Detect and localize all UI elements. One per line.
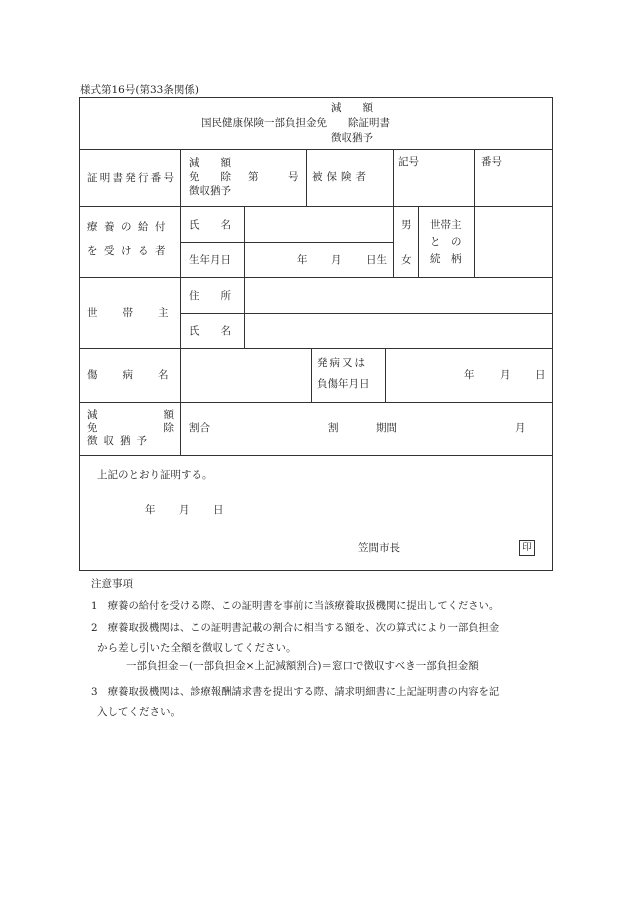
column-divider <box>306 149 307 206</box>
row-divider <box>79 402 552 403</box>
column-divider <box>244 206 245 277</box>
bango-label: 番号 <box>481 156 502 168</box>
note-item-3-line1: 3 療養取扱機関は、診療報酬請求書を提出する際、請求明細書に上記証明書の内容を記 <box>91 686 500 698</box>
notes-heading: 注意事項 <box>91 578 133 590</box>
number-suffix: 号 <box>288 171 299 183</box>
sex-male-option: 男 <box>401 219 412 231</box>
dob-year-unit: 年 <box>297 254 308 266</box>
dob-label: 生年月日 <box>189 254 231 266</box>
seal-mark: 印 <box>519 540 535 556</box>
relationship-label-line2: と の <box>430 236 462 248</box>
dob-day-unit: 日生 <box>366 254 387 266</box>
measure-type-exemption: 免 除 <box>87 422 174 434</box>
note-formula: 一部負担金－(一部負担金×上記減額割合)＝窓口で徴収すべき一部負担金額 <box>126 660 479 672</box>
relationship-label-line3: 続 柄 <box>430 253 462 265</box>
column-divider <box>385 348 386 402</box>
note-item-1: 1 療養の給付を受ける際、この証明書を事前に当該療養取扱機関に提出してください。 <box>91 600 500 612</box>
onset-label-line1: 発病又は <box>317 357 367 369</box>
column-divider <box>311 348 312 402</box>
row-divider <box>79 348 552 349</box>
row-divider <box>180 313 552 314</box>
note-item-3-line2: 入してください。 <box>97 706 181 718</box>
row-divider <box>79 149 552 150</box>
form-id: 様式第16号(第33条関係) <box>80 84 199 96</box>
recipient-label-line2: を受ける者 <box>87 245 172 257</box>
householder-address-label: 住 所 <box>189 290 231 302</box>
onset-day-unit: 日 <box>535 369 546 381</box>
cert-month-unit: 月 <box>179 504 190 516</box>
type-option-deferral: 徴収猶予 <box>189 185 231 197</box>
householder-name-label: 氏 名 <box>189 325 231 337</box>
recipient-name-label: 氏 名 <box>189 219 231 231</box>
cert-day-unit: 日 <box>213 504 224 516</box>
measure-type-deferral: 徴収猶予 <box>87 435 153 447</box>
kigo-label: 記号 <box>398 156 419 168</box>
column-divider <box>474 149 475 277</box>
title-option-deferral: 徴収猶予 <box>331 132 373 144</box>
period-label: 期間 <box>376 422 397 434</box>
measure-type-reduction: 減 額 <box>87 409 174 421</box>
title-option-reduction: 減 額 <box>331 102 373 114</box>
onset-month-unit: 月 <box>500 369 511 381</box>
type-option-reduction: 減 額 <box>189 157 231 169</box>
period-month-unit: 月 <box>515 422 526 434</box>
onset-label-line2: 負傷年月日 <box>317 378 370 390</box>
ratio-unit: 割 <box>328 422 339 434</box>
row-divider <box>79 277 552 278</box>
note-item-2-line1: 2 療養取扱機関は、この証明書記載の割合に相当する額を、次の算式により一部負担金 <box>91 622 500 634</box>
mayor-title: 笠間市長 <box>358 542 400 554</box>
householder-label: 世帯主 <box>87 307 194 319</box>
certification-statement: 上記のとおり証明する。 <box>97 469 213 481</box>
dob-month-unit: 月 <box>331 254 342 266</box>
type-option-exemption: 免 除 <box>189 171 231 183</box>
note-item-2-line2: から差し引いた全額を徴収してください。 <box>97 642 297 654</box>
column-divider <box>418 206 419 277</box>
onset-year-unit: 年 <box>464 369 475 381</box>
cert-year-unit: 年 <box>145 504 156 516</box>
relationship-label-line1: 世帯主 <box>430 219 462 231</box>
column-divider <box>180 149 181 455</box>
column-divider <box>393 149 394 277</box>
insured-person-label: 被保険者 <box>312 171 370 183</box>
number-prefix: 第 <box>248 171 259 183</box>
cert-issue-number-label: 証 明 書 発 行 番 号 <box>87 172 174 184</box>
sex-female-option: 女 <box>401 254 412 266</box>
ratio-label: 割合 <box>189 422 210 434</box>
form-title: 国民健康保険一部負担金免 除証明書 <box>201 117 390 129</box>
row-divider <box>180 242 393 243</box>
recipient-label-line1: 療養の給付 <box>87 221 172 233</box>
row-divider <box>79 455 552 456</box>
row-divider <box>79 206 552 207</box>
disease-name-label: 傷病名 <box>87 369 194 381</box>
column-divider <box>244 277 245 348</box>
